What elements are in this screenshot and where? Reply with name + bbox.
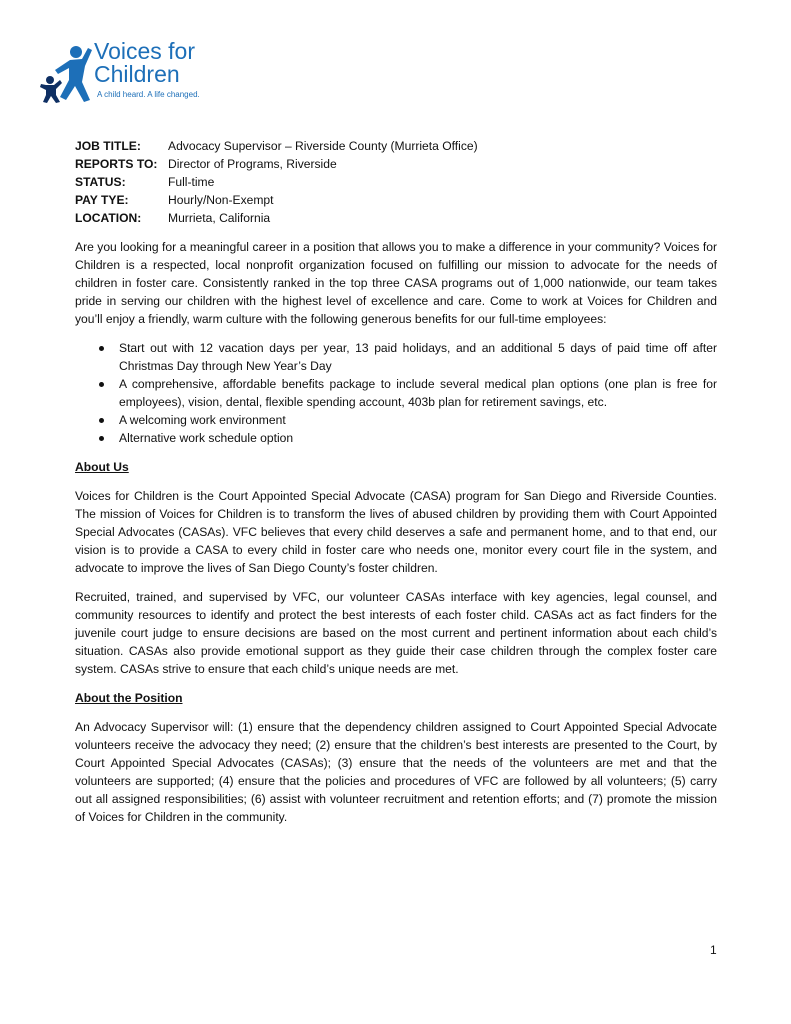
list-item: A welcoming work environment: [75, 411, 717, 429]
page-number: 1: [710, 943, 717, 957]
reports-to-label: REPORTS TO:: [75, 157, 158, 171]
intro-paragraph: Are you looking for a meaningful career in a position that allows you to make a difference in your community? Voices for Children is a respected, local nonprofit organization focused on fulfilling our mission to advocate for the needs of children in foster care. Consistently ranked in the top three CASA programs out of 1,000 nationwide, our team takes pride in serving our children with the highest level of excellence and care. Come to work at Voices for Children and you’ll enjoy a friendly, warm culture with the following generous benefits for our full-time employees:: [75, 240, 717, 326]
reports-to-row: [75, 155, 717, 173]
about-position-heading: About the Position: [75, 691, 183, 705]
reports-to-value: Director of Programs, Riverside: [168, 157, 337, 171]
pay-type-row: [75, 191, 717, 209]
list-item: Start out with 12 vacation days per year, 13 paid holidays, and an additional 5 days of paid time off after Christmas Day through New Year’s Day: [75, 339, 717, 375]
benefits-list: [75, 339, 717, 447]
status-label: STATUS:: [75, 175, 126, 189]
child-figures-icon: [38, 44, 94, 104]
about-position-paragraph: An Advocacy Supervisor will: (1) ensure that the dependency children assigned to Court Appointed Special Advocate volunteers receive the advocacy they need; (2) ensure that the children’s best interests are presented to the Court, by Court Appointed Special Advocates (CASAs); (3) ensure that the needs of the volunteers are met and that the volunteers are supported; (4) ensure that the policies and procedures of VFC are followed by all volunteers; (5) carry out all assigned responsibilities; (6) assist with volunteer recruitment and retention efforts; and (7) promote the mission of Voices for Children in the community.: [75, 720, 717, 824]
logo-tagline: A child heard. A life changed.: [97, 90, 200, 99]
status-value: Full-time: [168, 175, 215, 189]
voices-for-children-logo: [38, 40, 228, 104]
pay-type-label: PAY TYE:: [75, 193, 129, 207]
location-row: [75, 209, 717, 227]
logo-wordmark: [94, 40, 234, 86]
job-title-label: JOB TITLE:: [75, 139, 141, 153]
list-item: Alternative work schedule option: [75, 429, 717, 447]
document-body: [75, 137, 717, 826]
list-item: A comprehensive, affordable benefits package to include several medical plan options (one plan is free for employees), vision, dental, flexible spending account, 403b plan for retirement savings, etc.: [75, 375, 717, 411]
about-us-paragraph-1: Voices for Children is the Court Appointed Special Advocate (CASA) program for San Diego and Riverside Counties. The mission of Voices for Children is to transform the lives of abused children by providing them with Court Appointed Special Advocates (CASAs). VFC believes that every child deserves a safe and permanent home, and to that end, our vision is to provide a CASA to every child in foster care who needs one, monitor every court file in the system, and advocate to improve the lives of San Diego County’s foster children.: [75, 489, 717, 575]
location-label: LOCATION:: [75, 211, 142, 225]
location-value: Murrieta, California: [168, 211, 271, 225]
job-title-value: Advocacy Supervisor – Riverside County (Murrieta Office): [168, 139, 478, 153]
logo-line-2: Children: [94, 61, 180, 87]
job-title-row: [75, 137, 717, 155]
logo-line-1: Voices for: [94, 38, 195, 64]
about-us-paragraph-2: Recruited, trained, and supervised by VFC, our volunteer CASAs interface with key agencies, legal counsel, and community resources to identify and protect the best interests of each foster child. CASAs act as fact finders for the juvenile court judge to ensure decisions are based on the most current and pertinent information about each child’s situation. CASAs also provide emotional support as they guide their case children through the complex foster care system. CASAs strive to ensure that each child’s unique needs are met.: [75, 590, 717, 676]
pay-type-value: Hourly/Non-Exempt: [168, 193, 274, 207]
status-row: [75, 173, 717, 191]
job-meta: [75, 137, 717, 227]
about-us-heading: About Us: [75, 460, 129, 474]
